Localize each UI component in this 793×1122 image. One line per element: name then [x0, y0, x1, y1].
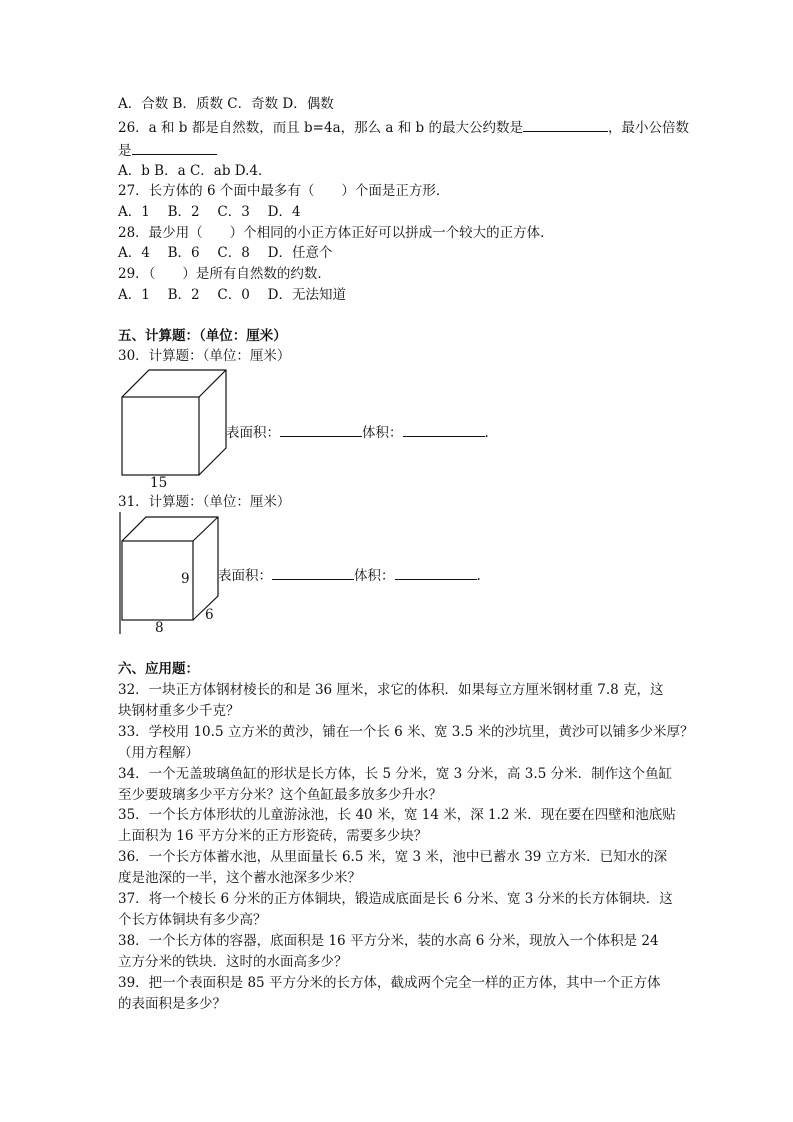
surface-area-label: 表面积： [226, 425, 280, 441]
application-question-line: 立方分米的铁块．这时的水面高多少？ [118, 953, 348, 970]
cube-figure-31 [120, 512, 218, 634]
application-question-line: 块钢材重多少千克？ [118, 702, 240, 719]
q26-stem-end: 是 [118, 143, 132, 159]
q30-answer-line [226, 423, 489, 442]
application-question-line: 的表面积是多少？ [118, 995, 226, 1012]
q29-options: A．1 B．2 C．0 D．无法知道 [118, 287, 346, 303]
period: . [484, 425, 489, 441]
surface-area-label: 表面积： [218, 568, 272, 584]
application-question-line: 36．一个长方体蓄水池，从里面量长 6.5 米，宽 3 米，池中已蓄水 39 立方米．已知水的深 [118, 849, 668, 866]
section6-heading: 六、应用题： [118, 661, 199, 677]
q31-height-label: 9 [181, 571, 190, 587]
application-question-line: 37．将一个棱长 6 分米的正方体铜块，锻造成底面是长 6 分米、宽 3 分米的长方体铜块．这 [118, 891, 673, 907]
application-question-line: 上面积为 16 平方分米的正方形瓷砖，需要多少块？ [118, 828, 428, 845]
q26-stem: 26．a 和 b 都是自然数，而且 b=4a，那么 a 和 b 的最大公约数是 [118, 120, 523, 136]
application-question-line: 38．一个长方体的容器，底面积是 16 平方分米，装的水高 6 分米，现放入一个体积是 24 [118, 932, 659, 949]
q31-width-label: 8 [155, 620, 164, 636]
volume-label: 体积： [362, 425, 403, 441]
volume-blank[interactable] [403, 423, 485, 437]
q26-stem-cont: ，最小公倍数 [607, 120, 689, 136]
q30-edge-label: 15 [150, 475, 168, 491]
application-question-line: 35．一个长方体形状的儿童游泳池，长 40 米，宽 14 米，深 1.2 米．现在要在四壁和池底贴 [118, 807, 676, 824]
q30-label: 30．计算题：（单位：厘米） [118, 348, 291, 364]
q27-text: 27．长方体的 6 个面中最多有（ ）个面是正方形． [118, 183, 450, 199]
q28-text: 28．最少用（ ）个相同的小正方体正好可以拼成一个较大的正方体． [118, 225, 554, 241]
q31-depth-label: 6 [205, 607, 214, 623]
q28-options: A．4 B．6 C．8 D．任意个 [118, 245, 333, 261]
application-question-line: 至少要玻璃多少平方分米？这个鱼缸最多放多少升水？ [118, 786, 442, 803]
surface-area-blank[interactable] [280, 423, 362, 437]
q26-options: A．b B．a C．ab D.4． [118, 163, 272, 179]
cube-figure-30 [122, 370, 226, 475]
section5-heading: 五、计算题：（单位：厘米） [118, 328, 287, 344]
volume-label: 体积： [354, 568, 395, 584]
application-question-line: （用方程解） [118, 744, 199, 761]
surface-area-blank[interactable] [272, 566, 354, 580]
application-question-line: 39．把一个表面积是 85 平方分米的长方体，截成两个完全一样的正方体，其中一个正方体 [118, 974, 661, 991]
application-question-line: 32．一块正方体钢材棱长的和是 36 厘米，求它的体积．如果每立方厘米钢材重 7.8 克，这 [118, 682, 664, 698]
application-question-line: 度是池深的一半，这个蓄水池深多少米？ [118, 870, 361, 887]
q29-text: 29．（ ）是所有自然数的约数． [118, 266, 331, 282]
application-question-line: 个长方体铜块有多少高？ [118, 911, 267, 928]
period: . [476, 568, 481, 584]
q31-answer-line [218, 566, 481, 585]
q27-options: A．1 B．2 C．3 D．4 [118, 204, 301, 220]
q31-label: 31．计算题：（单位：厘米） [118, 494, 291, 510]
volume-blank[interactable] [395, 566, 477, 580]
application-question-line: 34．一个无盖玻璃鱼缸的形状是长方体，长 5 分米，宽 3 分米，高 3.5 分米．制作这个鱼缸 [118, 765, 673, 782]
application-question-line: 33．学校用 10.5 立方米的黄沙，铺在一个长 6 米、宽 3.5 米的沙坑里，黄沙可以铺多少米厚？ [118, 723, 694, 740]
q25-options: A．合数 B．质数 C．奇数 D．偶数 [118, 96, 334, 112]
